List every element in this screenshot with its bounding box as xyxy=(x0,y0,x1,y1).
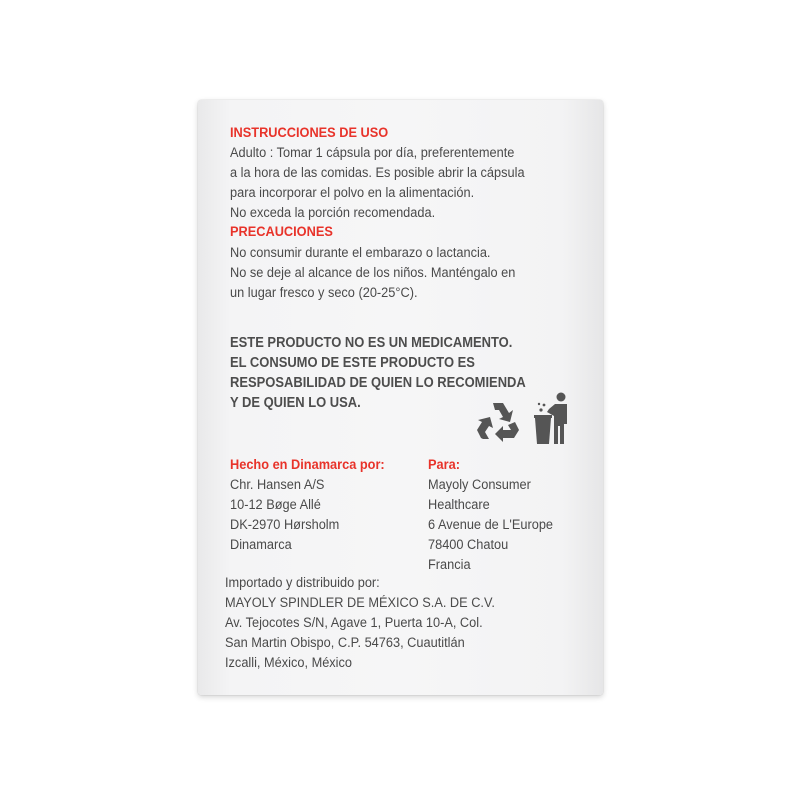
disclaimer-line: RESPOSABILIDAD DE QUIEN LO RECOMIENDA xyxy=(230,375,526,391)
person-trash-bin-icon xyxy=(531,390,573,446)
disclaimer-line: EL CONSUMO DE ESTE PRODUCTO ES xyxy=(230,355,475,371)
importer-line: Izcalli, México, México xyxy=(225,655,353,671)
precautions-line: No se deje al alcance de los niños. Manténgalo en xyxy=(230,265,516,281)
instructions-heading: INSTRUCCIONES DE USO xyxy=(230,125,389,141)
importer-line: Importado y distribuido por: xyxy=(225,575,380,591)
instructions-line: No exceda la porción recomendada. xyxy=(230,205,436,221)
recipient-line: Francia xyxy=(428,557,471,573)
manufacturer-heading: Hecho en Dinamarca por: xyxy=(230,457,385,473)
disclaimer-line: Y DE QUIEN LO USA. xyxy=(230,395,361,411)
importer-line: Av. Tejocotes S/N, Agave 1, Puerta 10-A, Col. xyxy=(225,615,483,631)
instructions-line: Adulto : Tomar 1 cápsula por día, preferentemente xyxy=(230,145,515,161)
recipient-line: Healthcare xyxy=(428,497,490,513)
importer-line: MAYOLY SPINDLER DE MÉXICO S.A. DE C.V. xyxy=(225,595,495,611)
recycle-icon xyxy=(473,400,523,444)
precautions-heading: PRECAUCIONES xyxy=(230,224,333,240)
instructions-line: para incorporar el polvo en la alimentación. xyxy=(230,185,475,201)
manufacturer-line: 10-12 Bøge Allé xyxy=(230,497,321,513)
precautions-line: un lugar fresco y seco (20-25°C). xyxy=(230,285,418,301)
package-panel xyxy=(198,100,603,695)
precautions-line: No consumir durante el embarazo o lactancia. xyxy=(230,245,491,261)
manufacturer-line: Chr. Hansen A/S xyxy=(230,477,325,493)
manufacturer-line: Dinamarca xyxy=(230,537,292,553)
instructions-line: a la hora de las comidas. Es posible abrir la cápsula xyxy=(230,165,525,181)
manufacturer-line: DK-2970 Hørsholm xyxy=(230,517,340,533)
recipient-line: 6 Avenue de L'Europe xyxy=(428,517,554,533)
recipient-line: 78400 Chatou xyxy=(428,537,509,553)
disclaimer-line: ESTE PRODUCTO NO ES UN MEDICAMENTO. xyxy=(230,335,513,351)
recipient-line: Mayoly Consumer xyxy=(428,477,531,493)
recipient-heading: Para: xyxy=(428,457,460,473)
importer-line: San Martin Obispo, C.P. 54763, Cuautitlán xyxy=(225,635,465,651)
